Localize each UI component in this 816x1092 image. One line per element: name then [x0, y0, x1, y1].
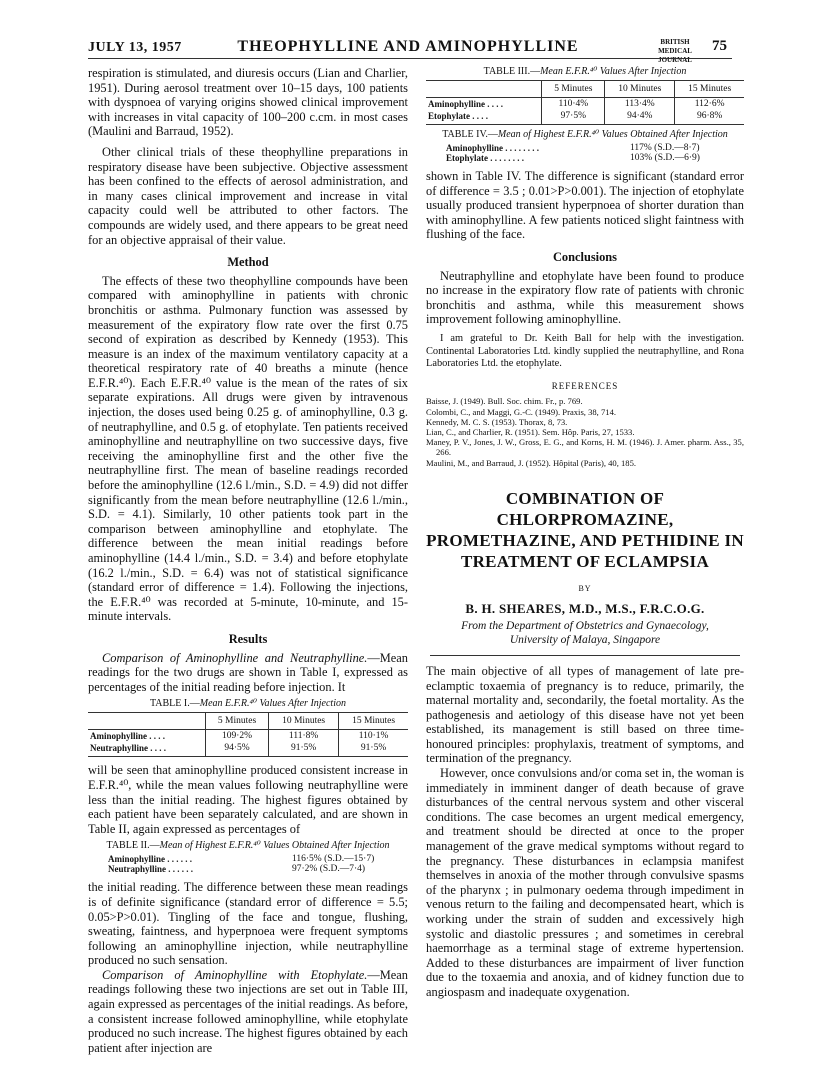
reference-item: Maney, P. V., Jones, J. W., Gross, E. G., and Korns, H. M. (1946). J. Amer. pharm. Ass., 35, 266.: [426, 437, 744, 458]
article-title-line1: COMBINATION OF CHLORPROMAZINE,: [496, 488, 674, 529]
table-4: [446, 143, 704, 163]
journal-name: [650, 38, 700, 65]
results-paragraph-3: the initial reading. The difference between these mean readings is of definite significance (standard error of difference = 5.5; 0.05>P>0.01). Tingling of the face and tongue, flushing, sweating, faintness, and hyperpnoea were frequent symptoms following an aminophylline injection, while neutraphylline produced no such sensation.: [88, 880, 408, 968]
table3-cell: 112·6%: [675, 98, 744, 111]
references-list: [426, 396, 744, 467]
table-row: [108, 864, 378, 874]
table1-row-label: Neutraphylline . . . .: [88, 742, 205, 757]
continued-paragraph: shown in Table IV. The difference is significant (standard error of difference = 3.5 ; 0.01>P>0.001). The injection of etophylate usually produced transient hyperpnoea of shorter duration than with aminophylline. A few patients noticed slight faintness with flushing of the face.: [426, 169, 744, 242]
reference-item: Kennedy, M. C. S. (1953). Thorax, 8, 73.: [426, 416, 568, 427]
affiliation-line1: From the Department of Obstetrics and Gynaecology,: [461, 619, 709, 632]
article-paragraph-2: However, once convulsions and/or coma set in, the woman is immediately in imminent danger of death because of grave disturbances of the central nervous system and other visceral conditions. The case becomes an urgent medical emergency, and treatment should be directed at once to the proper management of the grave medical symptoms without regard to the pregnancy. These disturbances in eclampsia manifest themselves in anoxia of the mother through convulsive spasms of the pharynx ; in pulmonary oedema through impediment in venous return to the failing and decompensated heart, which is working under the strain of sudden and excessively high systolic and diastolic pressures ; and sometimes in cerebral haemorrhage as a terminal stage of extreme hypertension. Added to these disturbances are impairment of liver function due to the toxaemia and anoxia, and of kidney function due to angiospasm and inadequate oxygenation.: [426, 766, 744, 999]
table1-row-label: Aminophylline . . . .: [90, 731, 166, 742]
results-paragraph-4: [88, 968, 408, 1056]
table1-cell: 91·5%: [269, 742, 339, 757]
conclusions-heading: Conclusions: [552, 249, 618, 264]
table1-cell: 94·5%: [205, 742, 268, 757]
table2-cell: 116·5% (S.D.—15·7): [292, 854, 375, 865]
table1-header-cell: 5 Minutes: [205, 713, 268, 730]
table3-caption-label: TABLE III.—: [483, 66, 541, 77]
table2-row-label: Aminophylline . . . . . .: [108, 854, 193, 865]
journal-name-line2: MEDICAL JOURNAL: [658, 47, 692, 64]
author-name: B. H. SHEARES, M.D., M.S., F.R.C.O.G.: [465, 601, 705, 617]
article-title: [426, 488, 744, 572]
results-subheading-1: Comparison of Aminophylline and Neutraphylline.: [102, 650, 368, 665]
table-row: [108, 854, 378, 864]
byline-by: BY: [578, 583, 592, 593]
table1-cell: 91·5%: [339, 742, 408, 757]
table1-caption-text: Mean E.F.R.⁴⁰ Values After Injection: [199, 698, 346, 710]
article-title-line3: TREATMENT OF ECLAMPSIA: [460, 551, 710, 571]
reference-item: Lian, C., and Charlier, R. (1951). Sem. Hôp. Paris, 27, 1533.: [426, 426, 635, 437]
results-paragraph-1-text: —Mean readings for the two drugs are shown in Table I, expressed as percentages of the initial reading before injection. It: [88, 650, 408, 694]
table-row: [426, 98, 744, 111]
table3-header-cell: 10 Minutes: [605, 81, 675, 98]
header-rule: [88, 58, 732, 59]
table4-caption-text: Mean of Highest E.F.R.⁴⁰ Values Obtained After Injection: [497, 129, 728, 140]
table2-caption-label: TABLE II.—: [106, 840, 160, 852]
table-row: [446, 143, 704, 153]
header-date: JULY 13, 1957: [88, 40, 182, 55]
results-paragraph-1: [88, 651, 408, 695]
table3-header-cell: 5 Minutes: [542, 81, 605, 98]
table-1: [88, 712, 408, 757]
table3-header-cell: [426, 81, 542, 98]
reference-item: Baisse, J. (1949). Bull. Soc. chim. Fr., p. 769.: [426, 396, 583, 407]
table2-caption-text: Mean of Highest E.F.R.⁴⁰ Values Obtained After Injection: [159, 840, 390, 852]
table3-caption-text: Mean E.F.R.⁴⁰ Values After Injection: [540, 66, 687, 77]
table-row: [446, 153, 704, 163]
table4-caption: [426, 129, 744, 140]
table1-cell: 111·8%: [269, 730, 339, 743]
table1-cell: 109·2%: [205, 730, 268, 743]
reference-item: Colombi, C., and Maggi, G.-C. (1949). Praxis, 38, 714.: [426, 406, 617, 417]
results-paragraph-2: will be seen that aminophylline produced consistent increase in E.F.R.⁴⁰, while the mean values following neutraphylline were less than the initial reading. The highest figures obtained by each patient have been separately calculated, and are shown in Table II, again expressed as percentages of: [88, 763, 408, 836]
right-column: [426, 66, 744, 1000]
table3-row-label: Etophylate . . . .: [426, 110, 542, 125]
table4-cell: 117% (S.D.—8·7): [630, 143, 700, 153]
table4-caption-label: TABLE IV.—: [442, 129, 498, 140]
method-heading: Method: [227, 255, 269, 270]
reference-item: Maulini, M., and Barraud, J. (1952). Hôpital (Paris), 40, 185.: [426, 457, 637, 468]
table1-caption-label: TABLE I.—: [149, 698, 200, 710]
table3-cell: 110·4%: [542, 98, 605, 111]
table1-header-cell: [88, 713, 205, 730]
table-3: [426, 80, 744, 125]
conclusions-paragraph: Neutraphylline and etophylate have been found to produce no increase in the expiratory flow rate of patients with chronic bronchitis and asthma, while this measurement shows improvement following aminophylline.: [426, 268, 744, 327]
results-paragraph-4-text: —Mean readings following these two injections are set out in Table III, again expressed as percentages of the initial readings. As before, a consistent increase followed aminophylline, while etophylate produced no such increase. The highest figures obtained by each patient after injection are: [88, 967, 408, 1055]
table3-caption: [426, 66, 744, 77]
author-affiliation: [426, 619, 744, 647]
acknowledgement: I am grateful to Dr. Keith Ball for help with the investigation. Continental Laboratories Ltd. kindly supplied the neutraphylline, and Rona Laboratories Ltd. the etophylate.: [426, 332, 744, 370]
table4-cell: 103% (S.D.—6·9): [630, 153, 700, 163]
intro-paragraph-2: Other clinical trials of these theophylline preparations in respiratory disease have been subjective. Objective assessment has been confined to the effects of aerosol administration, and in many cases clinical improvement and increase in vital capacity could well be attributed to other factors. The compounds are widely used, and there appears to be great need for an objective appraisal of their value.: [88, 144, 408, 247]
title-rule: [430, 655, 740, 656]
table3-row-label: Aminophylline . . . .: [428, 99, 504, 109]
table3-cell: 96·8%: [675, 110, 744, 125]
page-number: 75: [712, 38, 727, 54]
article-title-line2: PROMETHAZINE, AND PETHIDINE IN: [426, 530, 744, 550]
intro-paragraph-1: respiration is stimulated, and diuresis occurs (Lian and Charlier, 1951). During aerosol treatment over 10–15 days, 100 patients with dyspnoea of varying origins showed clinical improvement with increases in vital capacity of 100–200 c.cm. in most cases (Maulini and Barraud, 1952).: [88, 66, 408, 139]
running-title: THEOPHYLLINE AND AMINOPHYLLINE: [237, 38, 579, 55]
table4-row-label: Aminophylline . . . . . . . .: [446, 143, 540, 153]
results-subheading-2: Comparison of Aminophylline with Etophylate.: [102, 967, 368, 982]
table2-row-label: Neutraphylline . . . . . .: [108, 864, 194, 875]
table2-cell: 97·2% (S.D.—7·4): [292, 864, 366, 875]
table3-cell: 113·4%: [605, 98, 675, 111]
table3-header-cell: 15 Minutes: [675, 81, 744, 98]
table1-header-cell: 10 Minutes: [269, 713, 339, 730]
table1-caption: [88, 698, 408, 709]
table3-cell: 94·4%: [605, 110, 675, 125]
references-heading: REFERENCES: [551, 380, 619, 391]
table4-row-label: Etophylate . . . . . . . .: [446, 153, 525, 163]
table2-caption: [88, 840, 408, 851]
results-heading: Results: [228, 631, 268, 646]
table3-cell: 97·5%: [542, 110, 605, 125]
method-paragraph: The effects of these two theophylline compounds have been compared with aminophylline in patients with chronic bronchitis or asthma. Pulmonary function was assessed by measurement of the expiratory flow rate over the first 0.75 second of expiration as described by Kennedy (1953). This measure is an index of the maximum ventilatory capacity at a theoretical respiratory rate of 40 breaths a minute (hence E.F.R.⁴⁰). Each E.F.R.⁴⁰ value is the mean of the rates of six separate expirations. All drugs were given by intravenous injection, the doses used being 0.25 g. of aminophylline, 0.3 g. of neutraphylline, and 0.5 g. of etophylate. Ten patients received aminophylline and neutraphylline on two successive days, five receiving the aminophylline first and the other five the neutraphylline first. The mean of baseline readings recorded before the aminophylline (12.6 l./min., S.D. = 4.9) did not differ significantly from the mean before neutraphylline (12.6 l./min., S.D. = 4.1). Similarly, 10 other patients took part in the comparison between aminophylline and etophylate. The difference between the mean initial readings before aminophylline (14.4 l./min., S.D. = 3.4) and before etophylate (16.2 l./min., S.D. = 6.4) was not of statistical significance (standard error of difference = 1.4). Following the injections, the E.F.R.⁴⁰ was recorded at 5-minute, 10-minute, and 15-minute intervals.: [88, 273, 408, 624]
left-column: [88, 66, 408, 1055]
article-paragraph-1: The main objective of all types of management of late pre-eclamptic toxaemia of pregnancy is to reduce, primarily, the maternal mortality and, secondarily, the foetal mortality. As the pathogenesis and aetiology of this disease have not yet been established, its management is still based on three time-honoured principles: prophylaxis, treatment of symptoms, and termination of the pregnancy.: [426, 663, 744, 766]
affiliation-line2: University of Malaya, Singapore: [509, 633, 661, 646]
table1-header-cell: 15 Minutes: [339, 713, 408, 730]
journal-name-line1: BRITISH: [660, 38, 690, 46]
table-row: [426, 110, 744, 125]
table-2: [108, 854, 378, 874]
table-row: [88, 730, 408, 743]
table1-cell: 110·1%: [339, 730, 408, 743]
table-row: [88, 742, 408, 757]
